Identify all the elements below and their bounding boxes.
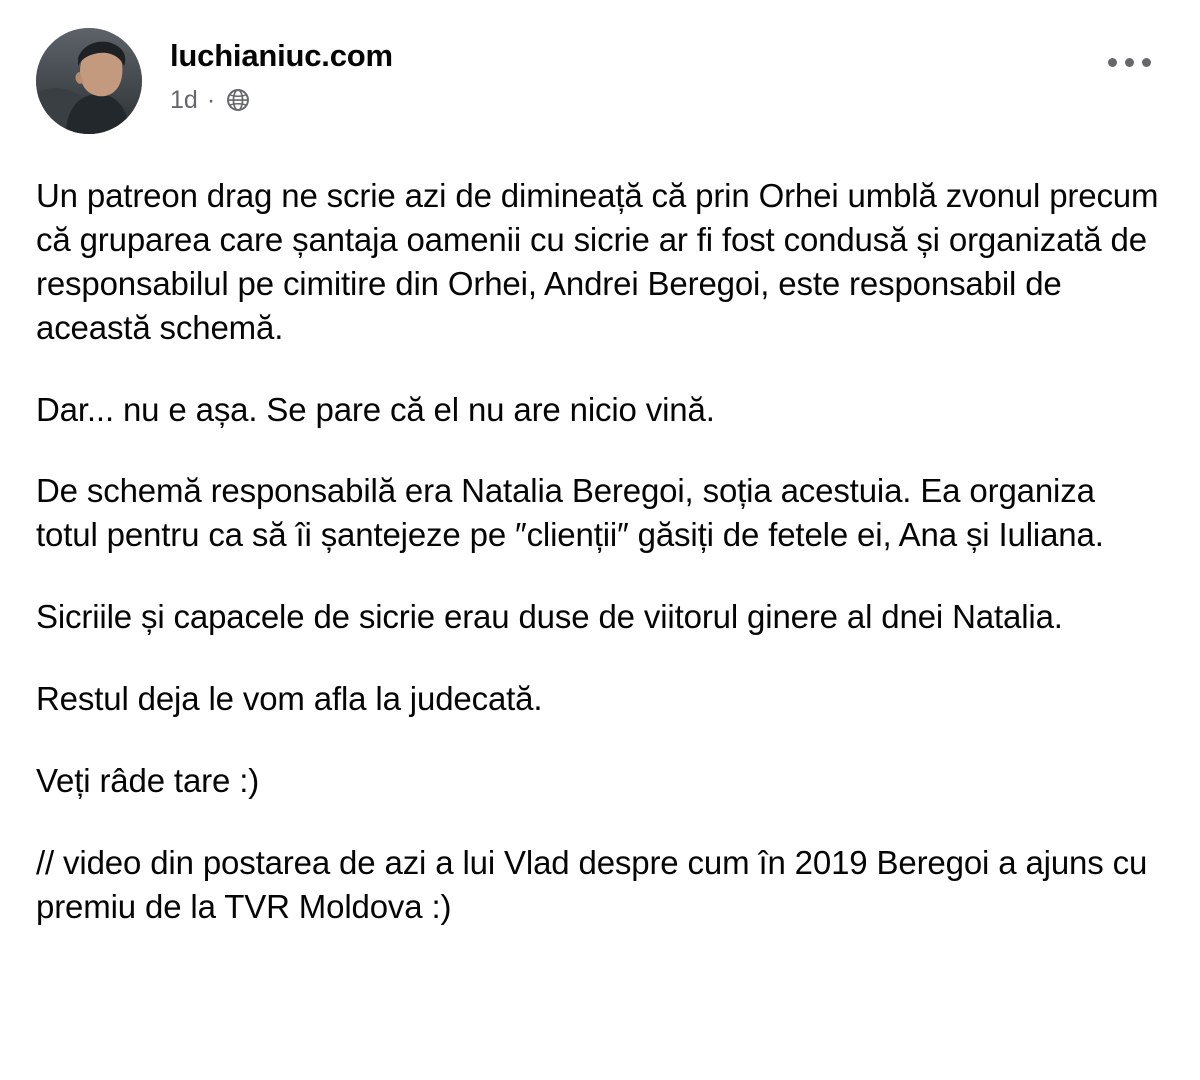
post-paragraph: Sicriile și capacele de sicrie erau duse de viitorul ginere al dnei Natalia. <box>36 598 1063 636</box>
post-paragraph: Un patreon drag ne scrie azi de dimineață că prin Orhei umblă zvonul precum că gruparea care șantaja oamenii cu sicrie ar fi fost condusă și organizată de responsabilul pe cimitire din Orhei, Andrei Beregoi, este responsabil de această schemă. <box>36 177 1159 346</box>
post-author-block <box>170 28 393 115</box>
post-meta <box>170 86 393 115</box>
avatar[interactable] <box>36 28 142 134</box>
post-paragraph: De schemă responsabilă era Natalia Beregoi, soția acestuia. Ea organiza totul pentru ca să îi șantejeze pe ″clienții″ găsiți de fetele ei, Ana și Iuliana. <box>36 472 1104 554</box>
profile-photo-image <box>36 28 142 134</box>
post-paragraph: // video din postarea de azi a lui Vlad despre cum în 2019 Beregoi a ajuns cu premiu de la TVR Moldova :) <box>36 843 1148 925</box>
globe-icon[interactable] <box>224 86 252 114</box>
post-text <box>36 174 1160 929</box>
menu-dot <box>1125 58 1134 67</box>
post-paragraph: Veți râde tare :) <box>36 761 260 799</box>
more-options-icon[interactable] <box>1098 42 1160 82</box>
post-header <box>36 28 1160 140</box>
post-paragraph: Restul deja le vom afla la judecată. <box>36 680 543 717</box>
post-timestamp[interactable]: 1d <box>170 85 198 114</box>
menu-dot <box>1142 58 1151 67</box>
menu-dot <box>1108 58 1117 67</box>
post-paragraph: Dar... nu e așa. Se pare că el nu are nicio vină. <box>36 390 715 428</box>
meta-separator: · <box>206 85 216 114</box>
page-name[interactable]: luchianiuc.com <box>170 38 393 73</box>
